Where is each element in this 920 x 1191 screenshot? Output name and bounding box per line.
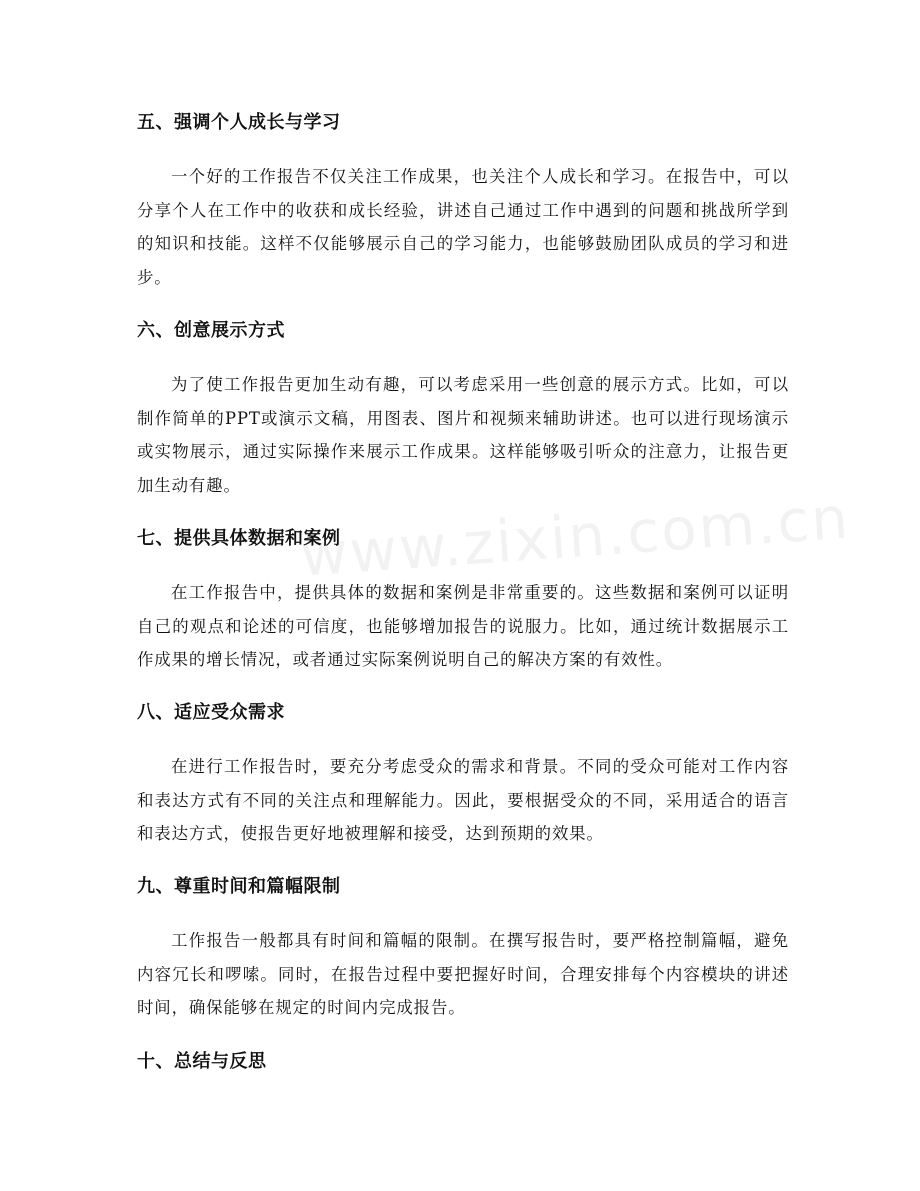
section-10 xyxy=(137,1051,789,1073)
section-paragraph: 在进行工作报告时，要充分考虑受众的需求和背景。不同的受众可能对工作内容和表达方式有不同的关注点和理解能力。因此，要根据受众的不同，采用适合的语言和表达方式，使报告更好地被理解和接受，达到预期的效果。 xyxy=(137,757,789,843)
section-paragraph: 为了使工作报告更加生动有趣，可以考虑采用一些创意的展示方式。比如，可以制作简单的PPT或演示文稿，用图表、图片和视频来辅助讲述。也可以进行现场演示或实物展示，通过实际操作来展示工作成果。这样能够吸引听众的注意力，让报告更加生动有趣。 xyxy=(137,375,789,495)
section-heading: 十、总结与反思 xyxy=(137,1051,267,1072)
section-heading: 七、提供具体数据和案例 xyxy=(137,528,341,549)
section-5 xyxy=(137,112,789,294)
section-paragraph: 工作报告一般都具有时间和篇幅的限制。在撰写报告时，要严格控制篇幅，避免内容冗长和啰嗦。同时，在报告过程中要把握好时间，合理安排每个内容模块的讲述时间，确保能够在规定的时间内完成报告。 xyxy=(137,931,789,1017)
section-heading: 六、创意展示方式 xyxy=(137,320,285,341)
section-7 xyxy=(137,528,789,677)
section-6 xyxy=(137,320,789,502)
section-heading: 九、尊重时间和篇幅限制 xyxy=(137,876,341,897)
section-paragraph: 在工作报告中，提供具体的数据和案例是非常重要的。这些数据和案例可以证明自己的观点和论述的可信度，也能够增加报告的说服力。比如，通过统计数据展示工作成果的增长情况，或者通过实际案例说明自己的解决方案的有效性。 xyxy=(137,583,789,669)
section-heading: 八、适应受众需求 xyxy=(137,702,285,723)
section-8 xyxy=(137,702,789,851)
section-9 xyxy=(137,876,789,1025)
section-paragraph: 一个好的工作报告不仅关注工作成果，也关注个人成长和学习。在报告中，可以分享个人在工作中的收获和成长经验，讲述自己通过工作中遇到的问题和挑战所学到的知识和技能。这样不仅能够展示自己的学习能力，也能够鼓励团队成员的学习和进步。 xyxy=(137,167,789,287)
watermark: www.zixin.com.cn xyxy=(298,483,853,590)
section-heading: 五、强调个人成长与学习 xyxy=(137,112,341,133)
